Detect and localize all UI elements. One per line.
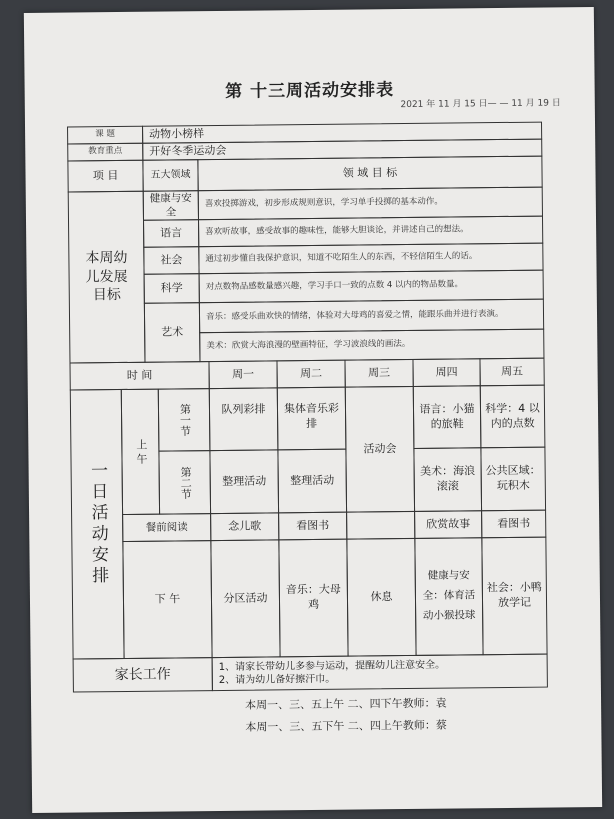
goal-domain-science: 科学	[144, 273, 200, 304]
mon-afternoon: 分区活动	[210, 539, 280, 658]
period2-label: 第二节	[158, 450, 211, 515]
mon-period2: 整理活动	[209, 449, 279, 514]
goal-text-music: 音乐：感受乐曲欢快的情绪，体验对大母鸡的喜爱之情，能跟乐曲并进行表演。	[199, 299, 544, 334]
tue-period2: 整理活动	[277, 449, 347, 514]
wed-reading	[346, 511, 415, 540]
goal-domain-health: 健康与安全	[143, 190, 199, 221]
page-title: 第 十三周活动安排表	[225, 80, 395, 102]
day-header-wed: 周三	[344, 359, 413, 388]
day-header-fri: 周五	[479, 358, 544, 387]
item-header: 项 目	[67, 160, 143, 193]
wed-afternoon: 休息	[346, 538, 416, 657]
parents-item-2: 2、请为幼儿备好擦汗巾。	[218, 673, 336, 687]
fri-period2: 公共区域：玩积木	[480, 447, 546, 512]
fri-reading: 看图书	[481, 510, 546, 539]
fri-period1: 科学：4 以内的点数	[480, 385, 546, 449]
fri-afternoon: 社会：小鸭放学记	[481, 537, 547, 656]
goal-text-social: 通过初步懂自我保护意识，知道不吃陌生人的东西，不轻信陌生人的话。	[198, 243, 543, 275]
period1-label: 第一节	[158, 388, 211, 452]
focus-label: 教育重点	[67, 143, 143, 162]
tue-period1: 集体音乐彩排	[277, 387, 347, 451]
morning-label: 上 午	[121, 389, 160, 515]
date-range: 2021 年 11 月 15 日— — 11 月 19 日	[400, 98, 561, 111]
afternoon-label: 下 午	[122, 540, 212, 659]
wed-morning: 活动会	[345, 386, 415, 513]
goal-domain-language: 语言	[143, 219, 199, 248]
weekly-goal-label: 本周幼儿发展目标	[68, 191, 146, 364]
thu-period2: 美术：海浪滚滚	[413, 447, 482, 512]
thu-afternoon: 健康与安全：体育活动小猴投球	[414, 537, 483, 656]
teacher-line-1: 本周一、三、五上午 二、四下午教师：袁	[245, 696, 447, 712]
day-header-tue: 周二	[276, 360, 345, 389]
tue-reading: 看图书	[278, 512, 347, 541]
teacher-line-2: 本周一、三、五下午 二、四上午教师：蔡	[245, 718, 447, 734]
day-header-mon: 周一	[208, 360, 277, 389]
thu-reading: 欣赏故事	[414, 510, 482, 539]
goal-domain-art: 艺术	[144, 302, 201, 363]
schedule-label: 一日活动安排	[70, 389, 125, 660]
mon-reading: 念儿歌	[210, 512, 279, 541]
parents-item-1: 1、请家长带幼儿多参与运动，提醒幼儿注意安全。	[218, 659, 446, 673]
tue-afternoon: 音乐：大母鸡	[278, 539, 348, 658]
goal-header: 领 域 目 标	[197, 156, 542, 192]
parents-label: 家长工作	[73, 657, 213, 692]
schedule-sheet	[24, 7, 602, 813]
mon-period1: 队列彩排	[209, 387, 279, 451]
parents-notes	[212, 654, 548, 692]
thu-period1: 语言：小猫的旅鞋	[413, 385, 482, 449]
reading-label: 餐前阅读	[122, 513, 211, 542]
goal-text-art: 美术：欣赏大海浪漫的壁画特征，学习波浪线的画法。	[199, 329, 544, 363]
goal-text-science: 对点数物品感数量感兴趣，学习手口一致的点数 4 以内的物品数量。	[199, 270, 544, 304]
focus-value: 开好冬季运动会	[142, 139, 542, 161]
time-header: 时 间	[69, 361, 209, 390]
day-header-thu: 周四	[412, 358, 480, 387]
theme-label: 课 题	[67, 126, 143, 145]
goal-domain-social: 社会	[143, 246, 199, 275]
theme-value: 动物小榜样	[142, 122, 542, 144]
domains-header: 五大领域	[142, 159, 198, 192]
goal-text-health: 喜欢投掷游戏，初步形成规则意识，学习单手投掷的基本动作。	[198, 187, 543, 221]
goal-text-language: 喜欢听故事，感受故事的趣味性，能够大胆谈论，并讲述自己的想法。	[198, 216, 543, 248]
